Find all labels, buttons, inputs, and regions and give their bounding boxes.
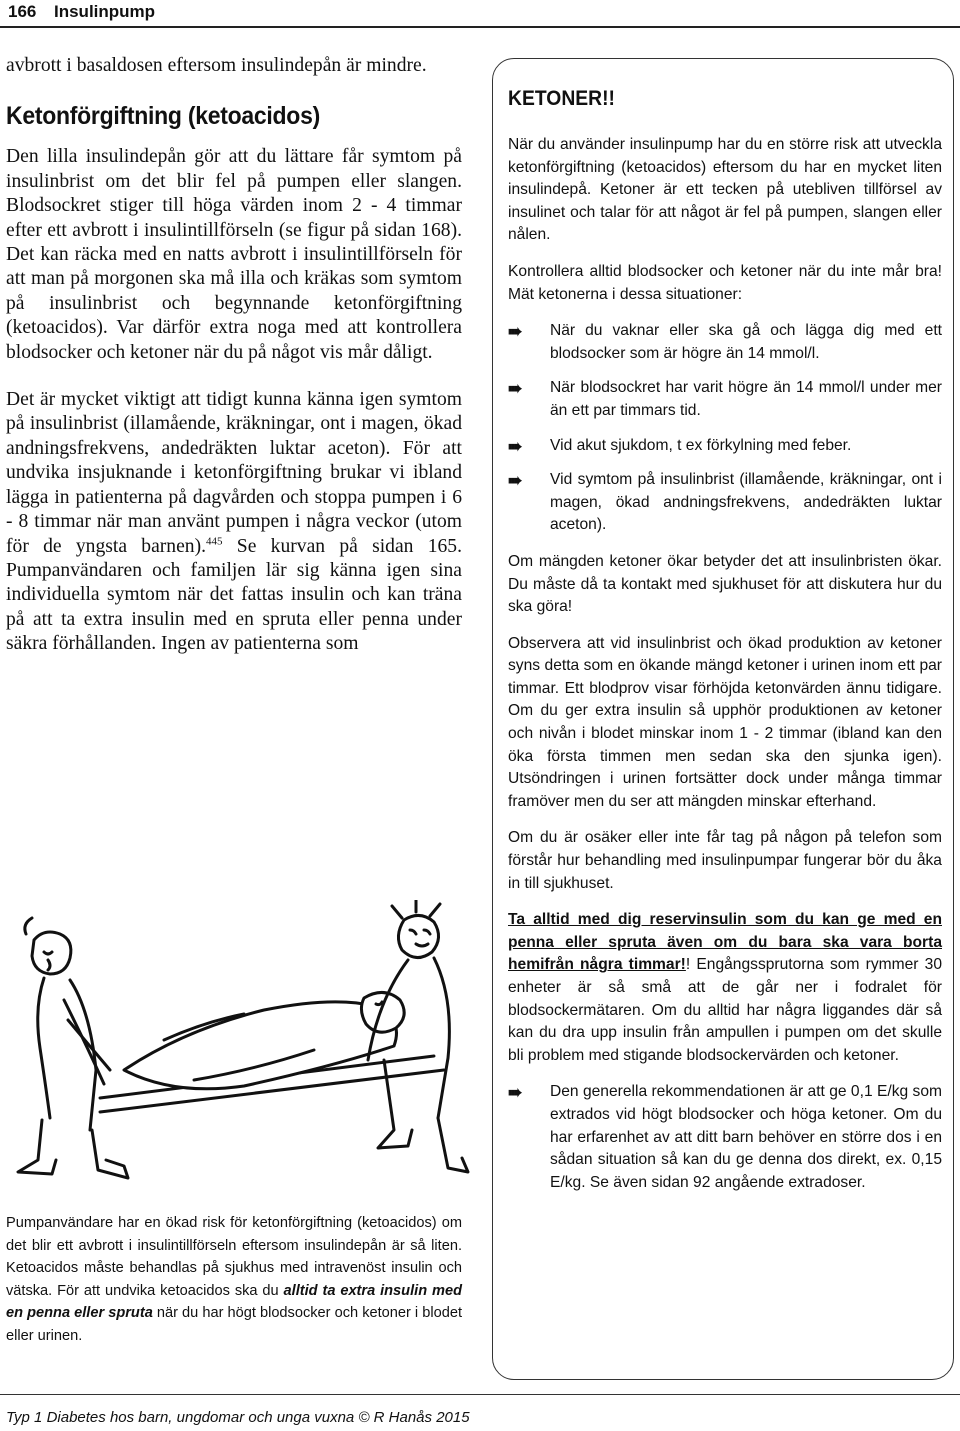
page-header: [0, 0, 960, 28]
box-paragraph-2: Kontrollera alltid blodsocker och ketoner när du inte mår bra! Mät ketonerna i dessa situationer:: [508, 262, 942, 303]
intro-paragraph: avbrott i basaldosen eftersom insulindepån är mindre.: [6, 55, 427, 76]
stretcher-illustration: [4, 900, 474, 1200]
caption-text-2: när du har högt blodsocker och ketoner i blodet eller urinen.: [6, 1305, 462, 1344]
box-paragraph-1: När du använder insulinpump har du en större risk att utveckla ketonförgiftning (ketoacidos) eftersom du har en mycket liten insulindepå. Ketoner är ett tecken på utebliven tillförsel av insulinet och talar för att något är fel på pumpen, slangen eller nålen.: [508, 136, 942, 244]
paragraph-2-text-a: Det är mycket viktigt att tidigt kunna känna igen symtom på insulinbrist (illamående, kräkningar, ont i magen, ökad andningsfrekvens, andedräkten luktar aceton). För att undvika insjuknande i ketonförgiftning brukar vi ibland lägga in patienterna på dagvården och stoppa pumpen i 6 - 8 timmar när man använt pumpen i några veckor (utom för de yngsta barnen).: [6, 389, 462, 557]
arrow-bullet-icon: ➠: [508, 1083, 521, 1103]
caption-emphasis: alltid ta extra insulin med en penna eller spruta: [6, 1282, 463, 1322]
page-footer: [0, 1394, 960, 1431]
box-paragraph-3: Om mängden ketoner ökar betyder det att insulinbristen ökar. Du måste då ta kontakt med sjukhuset för att diskutera hur du ska göra!: [508, 552, 942, 616]
left-carrier-figure: [18, 918, 128, 1178]
chapter-title: Insulinpump: [54, 2, 156, 21]
list-item-text: Vid symtom på insulinbrist (illamående, kräkningar, ont i magen, ökad andningsfrekvens, andedräkten luktar aceton).: [550, 471, 942, 534]
left-column: [6, 54, 462, 680]
arrow-bullet-icon: ➠: [508, 436, 521, 456]
footer-text: Typ 1 Diabetes hos barn, ungdomar och unga vuxna © R Hanås 2015: [6, 1409, 470, 1426]
caption-text-1: Pumpanvändare har en ökad risk för ketonförgiftning (ketoacidos) om det blir ett avbrott i insulintillförseln eftersom insulindepån är så liten. Ketoacidos måste behandlas på sjukhus med intravenöst insulin och vätska. För att undvika ketoacidos ska du: [6, 1215, 462, 1299]
box-paragraph-6: [508, 909, 942, 1067]
paragraph-2: [6, 388, 462, 656]
list-item: [508, 469, 942, 537]
reserve-insulin-warning: Ta alltid med dig reservinsulin som du kan ge med en penna eller spruta även om du bara ska vara borta hemifrån några timmar!: [508, 911, 942, 974]
list-item-text: Den generella rekommendationen är att ge 0,1 E/kg som extrados vid högt blodsocker och höga ketoner. Om du har erfarenhet av att ditt barn behöver en större dos i en sådan situation så kan du ge denna dos direkt, ex. 0,15 E/kg. Se även sidan 92 angående extradoser.: [550, 1083, 942, 1191]
list-item: [508, 1081, 942, 1194]
paragraph-2-text-b: Se kurvan på sidan 165. Pumpanvändaren och familjen lär sig känna igen sina individuella symtom när det fattas insulin och kan träna på att ta extra insulin med en spruta eller penna under säkra förhållanden. Ingen av patienterna som: [6, 535, 462, 655]
page-number: 166: [8, 2, 37, 21]
box-paragraph-5: Om du är osäker eller inte får tag på någon på telefon som förstår hur behandling med insulinpumpar fungerar bör du åka in till sjukhuset.: [508, 829, 942, 892]
list-item-text: När blodsockret har varit högre än 14 mmol/l under mer än ett par timmars tid.: [550, 379, 942, 419]
list-item: [508, 435, 942, 458]
section-title: Ketonförgiftning (ketoacidos): [6, 102, 320, 131]
list-item-text: När du vaknar eller ska gå och lägga dig med ett blodsocker som är högre än 14 mmol/l.: [550, 322, 942, 362]
recommendation-list: [508, 1081, 942, 1194]
arrow-bullet-icon: ➠: [508, 471, 521, 491]
patient-blanket: [124, 1002, 397, 1089]
box-paragraph-6-rest: ! Engångssprutorna som rymmer 30 enheter är så små att de går ner i fodralet för blodsockermätaren. Om du alltid har några liggandes där så kan du dra upp insulin från ampullen i pumpen om det skulle bli problem med stigande blodsockervärden och ketoner.: [508, 956, 942, 1064]
box-paragraph-4: Observera att vid insulinbrist och ökad produktion av ketoner syns detta som en ökande mängd ketoner i urinen inom ett par timmar. Ett blodprov visar förhöjda ketonvärden ännu tidigare. Om du ger extra insulin så upphör produktionen av ketoner och nivån i blodet minskar inom 1 - 2 timmar (ibland kan den öka första timmen men sedan ska den sjunka igen). Utsöndringen i urinen fortsätter dock under många timmar framöver men du ser att mängden minskar efterhand.: [508, 634, 942, 810]
paragraph-1: Den lilla insulindepån gör att du lättare får symtom på insulinbrist om det blir fel på pumpen eller slangen. Blodsockret stiger till höga värden inom 2 - 4 timmar efter ett avbrott i insulintillförseln (se figur på sidan 168). Det kan räcka med en natts avbrott i insulintillförseln för att man på morgonen ska må illa och kräkas som symtom på insulinbrist och begynnande ketonförgiftning (ketoacidos). Var därför extra noga med att kontrollera blodsocker och ketoner när du på något vis mår dåligt.: [6, 146, 462, 363]
box-title: KETONER!!: [508, 87, 615, 110]
info-box-content: [508, 86, 942, 1208]
figure-caption: [6, 1212, 462, 1348]
list-item-text: Vid akut sjukdom, t ex förkylning med feber.: [550, 436, 852, 454]
arrow-bullet-icon: ➠: [508, 379, 521, 399]
patient-head: [361, 992, 404, 1032]
list-item: [508, 320, 942, 365]
reference-number: 445: [206, 534, 223, 547]
situation-list: [508, 320, 942, 537]
arrow-bullet-icon: ➠: [508, 322, 521, 342]
list-item: [508, 377, 942, 422]
